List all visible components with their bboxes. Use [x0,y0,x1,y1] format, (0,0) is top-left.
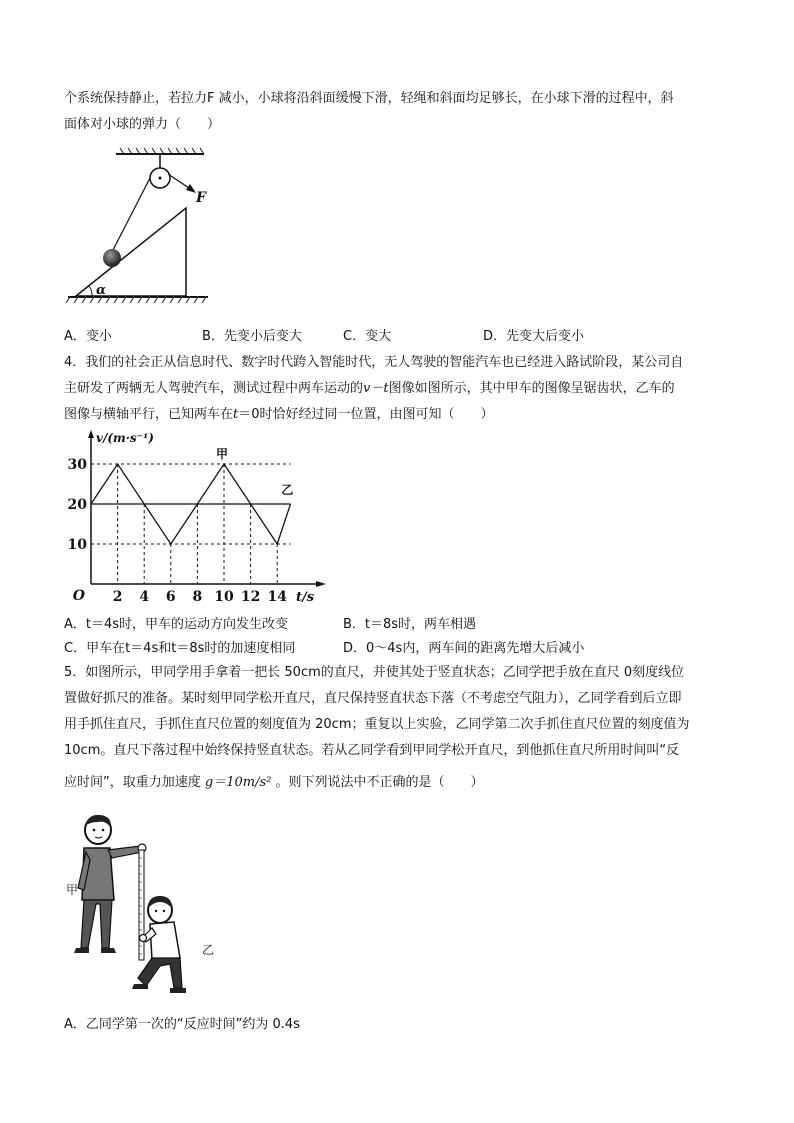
x-tick-label: 8 [192,589,203,602]
origin-label: O [72,588,85,602]
x-tick-label: 14 [267,589,287,602]
y-tick-label: 20 [67,497,87,513]
q4-text-line3: 图像与横轴平行，已知两车在t＝0时恰好经过同一位置，由图可知（ ） [64,407,494,422]
y-tick-label: 30 [67,457,87,473]
q3-option-d[interactable]: D．先变大后变小 [483,329,585,344]
ruler-drop-illustration [62,808,222,1003]
label-yi: 乙 [202,943,215,957]
q3-text-line2: 面体对小球的弹力（ ） [64,117,221,132]
q3-text-line1: 个系统保持静止，若拉力F 减小，小球将沿斜面缓慢下滑，轻绳和斜面均足够长，在小球下滑的过程中，斜 [64,91,674,106]
q5-text-line5: 应时间”，取重力加速度 g＝10m/s² 。则下列说法中不正确的是（ ） [64,775,484,790]
q4-option-d[interactable]: D．0～4s内，两车间的距离先增大后减小 [343,641,585,656]
q3-option-a[interactable]: A．变小 [64,329,112,344]
q4-text-line1: 4．我们的社会正从信息时代、数字时代跨入智能时代，无人驾驶的智能汽车也已经进入路试阶段，某公司自 [64,355,684,370]
x-tick-label: 10 [214,589,234,602]
x-axis-label: t/s [296,590,315,602]
angle-alpha-label: α [96,283,107,298]
legend-label-jia: 甲 [216,447,229,461]
x-tick-label: 4 [139,589,150,602]
q4-text-line2: 主研发了两辆无人驾驶汽车，测试过程中两车运动的v－t图像如图所示，其中甲车的图像呈锯齿状，乙车的 [64,381,675,396]
ball [103,249,121,267]
vt-chart [64,426,334,602]
q5-text-line2: 置做好抓尺的准备。某时刻甲同学松开直尺，直尺保持竖直状态下落（不考虑空气阻力），乙同学看到后立即 [64,691,682,706]
x-tick-label: 12 [240,589,261,602]
x-tick-label: 6 [165,589,176,602]
y-tick-label: 10 [67,537,87,553]
q4-option-c[interactable]: C．甲车在t＝4s和t＝8s时的加速度相同 [64,641,296,656]
x-tick-label: 2 [112,589,123,602]
q3-option-c[interactable]: C．变大 [343,329,392,344]
label-jia: 甲 [66,883,79,897]
legend-label-yi: 乙 [281,483,294,497]
q5-option-a[interactable]: A．乙同学第一次的“反应时间”约为 0.4s [64,1017,300,1032]
y-axis-label: v/(m·s⁻¹) [96,431,154,445]
q5-text-line4: 10cm。直尺下落过程中始终保持竖直状态。若从乙同学看到甲同学松开直尺，到他抓住直尺所用时间叫“反 [64,743,680,758]
q3-option-b[interactable]: B．先变小后变大 [202,329,302,344]
q5-text-line3: 用手抓住直尺，手抓住直尺位置的刻度值为 20cm；重复以上实验，乙同学第二次手抓住直尺位置的刻度值为 [64,717,690,732]
q4-option-b[interactable]: B．t＝8s时，两车相遇 [343,617,477,632]
q3-incline-figure [64,146,214,311]
y-axis-arrow [88,430,94,438]
x-axis-arrow [316,581,326,587]
q4-option-a[interactable]: A．t＝4s时，甲车的运动方向发生改变 [64,617,289,632]
q5-text-line1: 5．如图所示，甲同学用手拿着一把长 50cm的直尺，并使其处于竖直状态；乙同学把手放在直尺 0刻度线位 [64,665,685,680]
force-F-label: F [196,190,206,206]
